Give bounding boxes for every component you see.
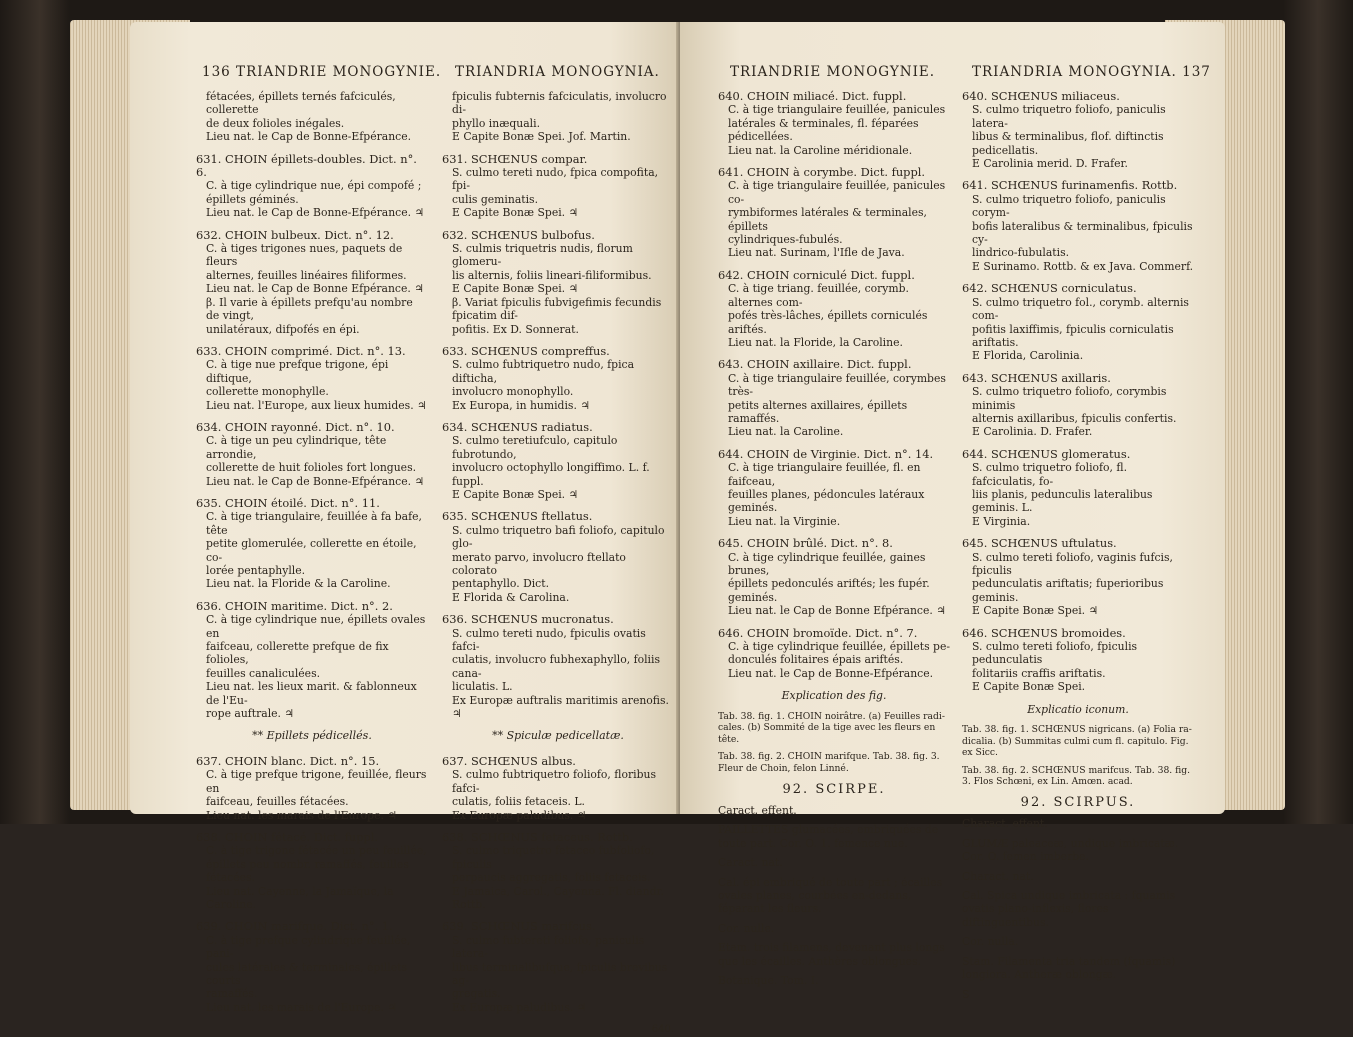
- entry-line: lindrico-fubulatis.: [972, 246, 1070, 260]
- intro-line: de deux folioles inégales.: [206, 116, 345, 130]
- entry-heading: 636. SCHŒNUS mucronatus.: [442, 612, 614, 627]
- intro-line: fétacées, épillets ternés fafciculés, collerette: [206, 90, 396, 117]
- entry-heading: 637. SCHŒNUS albus.: [442, 753, 576, 768]
- entry-line: S. culmo triquetro bafi foliofo, capitulo glo-: [452, 523, 665, 551]
- entry-heading: 639. CHOIN marifque. Dict. n°. 1.: [196, 919, 393, 934]
- entry-line: C. à tige prefque cylindrique feuillée, pani-: [206, 933, 411, 961]
- entry-line: S. culmo triquetro foliofo, corymbis minimis: [972, 385, 1167, 412]
- entry-line: Lieu nat. Surinam, l'Ifle de Java.: [728, 246, 905, 260]
- entry-line: S. culmis triquetris nudis, florum glomeru-: [452, 242, 633, 269]
- lla-b-entry: [442, 920, 674, 1014]
- lla-entry: [442, 510, 674, 604]
- entry-line: C. à tige cylindrique feuillée, gaines brunes,: [728, 550, 926, 577]
- rla-entry: [962, 627, 1194, 694]
- lfr-entry: [196, 229, 428, 336]
- entry-line: C. à tige triangulaire feuillée, corymbes très-: [728, 371, 946, 399]
- entry-line: S. culmo teretiufculo, capitulo fubrotundo,: [452, 434, 618, 461]
- entry-line: S. culmo fubtereti foliofo, paniculis latera-: [452, 933, 645, 961]
- entry-line: culatis, involucro fubhexaphyllo, foliis cana-: [452, 653, 661, 680]
- genus-paragraph: GLUMÆ paleaceæ, undique imbricatæ. Cor. O. femen imberbe.: [962, 836, 1179, 864]
- entry-line: donculés folitaires épais ariftés.: [728, 653, 904, 667]
- left-page: [130, 22, 680, 1036]
- explanation-line: Tab. 38. fig. 2. SCHŒNUS marifcus. Tab. 38. fig. 3. Flos Schœni, ex Lin. Amœn. acad.: [962, 764, 1191, 788]
- explanation-title: Explicatio iconum.: [1027, 702, 1129, 716]
- entry-line: E Carolinia merid. D. Frafer.: [972, 157, 1128, 171]
- entry-heading: 645. SCHŒNUS uftulatus.: [962, 536, 1117, 551]
- lfr-entry: [196, 345, 428, 412]
- entry-line: alternes, feuilles linéaires filiformes.: [206, 268, 407, 282]
- rla-entry: [962, 537, 1194, 617]
- entry-line: S. culmo fubtriquetro foliofo, floribus fafci-: [452, 768, 656, 795]
- entry-heading: 633. SCHŒNUS compreffus.: [442, 343, 610, 358]
- entry-line: Lieu nat. la Caroline.: [728, 425, 844, 439]
- entry-heading: 635. SCHŒNUS ftellatus.: [442, 509, 593, 524]
- rla-entry: [962, 90, 1194, 170]
- rfr-entry: [718, 537, 950, 617]
- entry-line: E Florida, Carolinia.: [972, 349, 1084, 363]
- entry-heading: 638. SCHŒNUS fetaceus. Rottb.: [442, 829, 633, 844]
- entry-line: E Capite Bonæ Spei. ♃: [452, 282, 579, 296]
- entry-line: alternis axillaribus, fpiculis confertis.: [972, 411, 1177, 425]
- entry-line: E Carolinia. D. Frafer.: [972, 425, 1093, 439]
- entry-line: collerette monophylle.: [206, 385, 329, 399]
- entry-line: C. à tige trigone fétacée un peu feuillée,: [206, 844, 427, 858]
- entry-line: Lieu nat. l'Europe, aux lieux humides. ♃: [206, 398, 427, 412]
- entry-heading: 646. CHOIN bromoïde. Dict. n°. 7.: [718, 625, 918, 640]
- entry-line: pofés très-lâches, épillets corniculés ariftés.: [728, 309, 928, 336]
- catchword: 640.: [651, 1024, 674, 1036]
- entry-line: S. culmo triquetro foliofo, fl. fafciculatis, fo-: [972, 461, 1128, 488]
- genus-paragraph: Stam. Filamenta tria tandem (fquamis) longiora. Antheræ oblongæ.: [962, 954, 1176, 982]
- entry-line: Lieu nat. la Caroline méridionale.: [728, 143, 913, 157]
- entry-line: S. culmo tereti foliofo, vaginis fufcis, fpiculis: [972, 550, 1173, 577]
- entry-line: ramaffés.: [206, 987, 258, 1001]
- entry-heading: 641. SCHŒNUS furinamenfis. Rottb.: [962, 178, 1178, 193]
- entry-line: S. culmo triquetro fetaceo fubfoliofo, fpiculis: [452, 844, 655, 871]
- entry-heading: 636. CHOIN maritime. Dict. n°. 2.: [196, 598, 393, 613]
- rla-entry: [962, 448, 1194, 528]
- right-page: [680, 22, 1225, 1001]
- entry-heading: 643. SCHŒNUS axillaris.: [962, 370, 1111, 385]
- rfr-entry: [718, 358, 950, 438]
- lfr-entry: [196, 421, 428, 488]
- entry-line: S. culmo fubtriquetro nudo, fpica difticha,: [452, 358, 635, 385]
- entry-line: C. à tige triangulaire feuillée, panicules: [728, 103, 946, 117]
- genus-paragraph: Charact. nat.: [962, 869, 1034, 883]
- entry-line: petits alternes axillaires, épillets ramaffés.: [728, 398, 908, 425]
- entry-line: Ex Europæ auftralis maritimis arenofis. ♃: [452, 693, 669, 721]
- entry-line: culatis, foliis fetaceis. L.: [452, 795, 585, 809]
- entry-line: libus & terminalibus, flof. diftinctis pedicellatis.: [972, 130, 1164, 157]
- entry-heading: 644. SCHŒNUS glomeratus.: [962, 446, 1131, 461]
- header-left-la: TRIANDRIA MONOGYNIA.: [455, 64, 660, 80]
- lla-entry: [442, 229, 674, 336]
- genus-paragraph: S: [962, 987, 970, 1001]
- column-latin-left: [442, 90, 674, 1037]
- lfr-b-entry: [196, 755, 428, 822]
- explanation-line: Tab. 38. fig. 2. CHOIN marifque. Tab. 38. fig. 3. Fleur de Choin, felon Linné.: [718, 751, 940, 775]
- entry-line: Lieu nat. les marais de l'Europe. ♃: [206, 808, 398, 822]
- lfr-entry: [196, 600, 428, 721]
- entry-line: Lieu nat. le Cap de Bonne-Efpérance. ♃: [206, 206, 425, 220]
- rfr-entry: [718, 166, 950, 260]
- genus-paragraph: PAILLETTES glumacées, embriquées de toute part. Cor. O. 1. femence nue.: [718, 823, 939, 850]
- entry-line: Lieu nat. le Cap de Bonne-Efpérance. ♃: [206, 474, 425, 488]
- entry-line: culis geminatis.: [452, 192, 539, 206]
- entry-heading: 642. CHOIN corniculé Dict. fuppl.: [718, 267, 915, 282]
- lfr-b-entry: [196, 831, 428, 911]
- rla-entry: [962, 179, 1194, 273]
- entry-line: S. culmo triquetro fol., corymb. alternis com-: [972, 295, 1189, 323]
- entry-line: folitariis craffis ariftatis.: [972, 666, 1106, 680]
- entry-line: involucro monophyllo.: [452, 385, 574, 399]
- genus-paragraph: Cal. Spica undique imbricata : fquamis ovatis plano-inflexis, flores diftinguentibus.: [962, 889, 1176, 929]
- lla-entry: [442, 613, 674, 720]
- entry-line: C. à tige triangulaire feuillée, panicules co-: [728, 179, 946, 206]
- column-french-right: [718, 90, 950, 994]
- rla-entry: [962, 282, 1194, 362]
- rfr-entry: [718, 90, 950, 157]
- rfr-entry: [718, 448, 950, 528]
- entry-line: rymbiformes latérales & terminales, épillets: [728, 206, 927, 233]
- entry-heading: 632. SCHŒNUS bulbofus.: [442, 227, 595, 242]
- explanation-line: Tab. 38. fig. 1. CHOIN noirâtre. (a) Feuilles radi-cales. (b) Sommité de la tige avec les fleurs en tête.: [718, 710, 945, 745]
- entry-heading: 643. CHOIN axillaire. Dict. fuppl.: [718, 357, 912, 372]
- genus-paragraph: Caract. nat.: [718, 856, 783, 870]
- entry-line: pofitis. Ex D. Sonnerat.: [452, 322, 579, 336]
- entry-line: Lieu nat. la Floride, la Caroline.: [728, 335, 903, 349]
- entry-line: E Jamaica, Carol., Cayenna. Fl. diandr. Rottb.: [452, 884, 664, 911]
- entry-heading: 639. SCHŒNUS marifcus.: [442, 919, 596, 934]
- explanation-line: Tab. 38. fig. 1. SCHŒNUS nigricans. (a) Folia ra-dicalia. (b) Summitas culmi cum fl. capitulo. Fig. ex Sicc.: [962, 724, 1192, 759]
- entry-line: C. à tige triang. feuillée, corymb. alternes com-: [728, 282, 909, 309]
- genus-paragraph: Cal. épi embriqué de toute part ; écailles ovales planes, courbées en-dedans, féparant les fleurs.: [718, 875, 943, 916]
- rla-entry: [962, 372, 1194, 439]
- entry-line: feuilles planes, pédoncules latéraux geminés.: [728, 487, 925, 515]
- lla-entry: [442, 153, 674, 220]
- entry-line: perpaucis aggregatis, foliis fetaceis.: [452, 871, 651, 885]
- entry-line: C. à tige nue prefque trigone, épi diftique,: [206, 358, 389, 385]
- entry-line: S. culmo tereti foliofo, fpiculis pedunculatis: [972, 640, 1138, 667]
- header-right-fr: TRIANDRIE MONOGYNIE.: [730, 64, 936, 80]
- intro-block: [442, 90, 674, 144]
- genus-paragraph: Botanique. Tom. I.: [718, 974, 819, 988]
- entry-line: S. culmo triquetro foliofo, paniculis latera-: [972, 103, 1166, 130]
- entry-line: C. à tige triangulaire, feuillée à fa bafe, tête: [206, 510, 422, 537]
- entry-line: C. à tige triangulaire feuillée, fl. en faifceau,: [728, 461, 921, 488]
- entry-heading: 638. CHOIN fétacé. Dict. fuppl.: [196, 829, 379, 844]
- genus-title: 92. SCIRPUS.: [1020, 795, 1136, 811]
- genus-paragraph: Cor. nulle.: [718, 921, 775, 935]
- genus-paragraph: Etam. trois filamens, devenant plus longs que les écailles. Anthères oblongues.: [718, 941, 945, 968]
- entry-line: E Surinamo. Rottb. & ex Java. Commerf.: [972, 259, 1194, 273]
- entry-heading: 634. SCHŒNUS radiatus.: [442, 419, 593, 434]
- entry-line: C. à tige prefque trigone, feuillée, fleurs en: [206, 768, 427, 795]
- entry-heading: 635. CHOIN étoilé. Dict. n°. 11.: [196, 495, 380, 510]
- entry-line: Ex Europæ paludibus. ♃: [452, 1000, 587, 1014]
- entry-line: pedunculatis ariftatis; fuperioribus geminis.: [972, 577, 1164, 604]
- lfr-entry: [196, 497, 428, 591]
- entry-line: C. à tige cylindrique nue, épillets ovales en: [206, 613, 426, 640]
- entry-line: rope auftrale. ♃: [206, 707, 295, 721]
- entry-line: Lieu nat. la Virginie.: [728, 514, 841, 528]
- intro-block: [196, 90, 428, 144]
- entry-line: C. à tige un peu cylindrique, tête arrondie,: [206, 434, 387, 461]
- entry-line: pofitis laxiffimis, fpiculis corniculatis ariftatis.: [972, 322, 1174, 349]
- entry-line: S. culmo triquetro foliofo, paniculis corym-: [972, 192, 1166, 220]
- entry-line: faifceau, feuilles fétacées.: [206, 795, 349, 809]
- entry-line: β. Variat fpiculis fubvigefimis fecundis fpicatim dif-: [452, 295, 662, 323]
- entry-heading: 641. CHOIN à corymbe. Dict. fuppl.: [718, 165, 926, 180]
- lla-entry: [442, 345, 674, 412]
- entry-line: merato parvo, involucro ftellato colorato: [452, 550, 626, 577]
- entry-line: feuilles canaliculées.: [206, 666, 321, 680]
- entry-line: Ex Europæ paludibus. ♃: [452, 808, 587, 822]
- rfr-entry: [718, 627, 950, 681]
- entry-line: Lieu nat. le Cap de Bonne-Efpérance.: [728, 666, 934, 680]
- entry-line: involucro octophyllo longiffimo. L. f. fuppl.: [452, 461, 650, 488]
- entry-line: Lieu nat. le Cap de Bonne Efpérance. ♃: [206, 282, 424, 296]
- entry-line: C. à tige cylindrique feuillée, épillets pe-: [728, 640, 951, 654]
- entry-heading: 642. SCHŒNUS corniculatus.: [962, 281, 1137, 296]
- genus-title: 92. SCIRPE.: [782, 781, 886, 797]
- intro-line: Lieu nat. le Cap de Bonne-Efpérance.: [206, 130, 412, 144]
- entry-heading: 634. CHOIN rayonné. Dict. n°. 10.: [196, 419, 395, 434]
- header-right-la: TRIANDRIA MONOGYNIA. 137: [972, 64, 1211, 80]
- entry-line: collerette de huit folioles fort longues.: [206, 461, 417, 475]
- entry-line: E Florida & Carolina.: [452, 590, 570, 604]
- column-french-left: [196, 90, 428, 1023]
- entry-heading: 644. CHOIN de Virginie. Dict. n°. 14.: [718, 446, 934, 461]
- lfr-b-entry: [196, 920, 428, 1014]
- entry-line: Lieu nat. les marais de l'Europe. ♃: [206, 1000, 398, 1014]
- lfr-entry: [196, 153, 428, 220]
- entry-line: S. culmo tereti nudo, fpiculis ovatis fafci-: [452, 626, 646, 654]
- genus-paragraph: Charact. effent.: [962, 817, 1048, 831]
- entry-line: Lieu nat. Cayenne, la Jamaïque, la Caroline.: [206, 884, 394, 911]
- intro-line: E Capite Bonæ Spei. Jof. Martin.: [452, 130, 631, 144]
- genus-paragraph: Caract. effent.: [718, 804, 797, 818]
- entry-line: unilatéraux, difpofés en épi.: [206, 322, 360, 336]
- entry-heading: 632. CHOIN bulbeux. Dict. n°. 12.: [196, 227, 394, 242]
- entry-line: Lieu nat. les lieux marit. & fablonneux de l'Eu-: [206, 680, 417, 707]
- entry-line: épillets géminés.: [206, 192, 299, 206]
- lla-b-entry: [442, 831, 674, 911]
- entry-line: épillets pedonculés ariftés; les fupér. geminés.: [728, 577, 930, 604]
- entry-heading: 646. SCHŒNUS bromoides.: [962, 625, 1126, 640]
- entry-line: libus terminalibufque, fpiculis brevibus ag-: [452, 960, 668, 987]
- entry-heading: 633. CHOIN comprimé. Dict. n°. 13.: [196, 343, 406, 358]
- entry-heading: 640. SCHŒNUS miliaceus.: [962, 89, 1120, 103]
- header-left-fr: 136 TRIANDRIE MONOGYNIE.: [202, 64, 442, 80]
- entry-line: Lieu nat. le Cap de Bonne Efpérance. ♃: [728, 604, 946, 618]
- entry-line: E Capite Bonæ Spei. ♃: [452, 206, 579, 220]
- entry-line: E Capite Bonæ Spei.: [972, 680, 1086, 694]
- entry-line: E Capite Bonæ Spei. ♃: [452, 487, 579, 501]
- entry-line: lis alternis, foliis lineari-filiformibus.: [452, 268, 652, 282]
- entry-line: C. à tiges trigones nues, paquets de fleurs: [206, 242, 403, 269]
- entry-heading: 645. CHOIN brûlé. Dict. n°. 8.: [718, 536, 893, 551]
- entry-line: cylindriques-fubulés.: [728, 233, 843, 247]
- entry-line: épillets peu nombr. ramaffés, feuilles fétacées.: [206, 857, 409, 885]
- entry-line: S. culmo tereti nudo, fpica compofita, fpi-: [452, 166, 659, 193]
- entry-line: cules latérales & terminales, épillets courts: [206, 960, 408, 987]
- genus-paragraph: Cor. nulla.: [962, 935, 1019, 949]
- entry-heading: 631. SCHŒNUS compar.: [442, 151, 588, 166]
- entry-line: lorée pentaphylle.: [206, 564, 306, 577]
- entry-line: E Virginia.: [972, 514, 1031, 528]
- intro-line: phyllo inæquali.: [452, 116, 540, 130]
- entry-heading: 637. CHOIN blanc. Dict. n°. 15.: [196, 753, 380, 768]
- entry-line: Lieu nat. la Floride & la Caroline.: [206, 577, 391, 591]
- entry-line: bofis lateralibus & terminalibus, fpiculis cy-: [972, 219, 1193, 247]
- section-heading: ** Spiculæ pedicellatæ.: [492, 729, 624, 743]
- entry-line: latérales & terminales, fl. féparées pédicellées.: [728, 116, 919, 144]
- entry-line: C. à tige cylindrique nue, épi compofé ;: [206, 179, 422, 193]
- section-heading: ** Epillets pédicellés.: [252, 729, 372, 743]
- entry-heading: 640. CHOIN miliacé. Dict. fuppl.: [718, 89, 907, 103]
- lla-b-entry: [442, 755, 674, 822]
- explanation-title: Explication des fig.: [781, 689, 887, 703]
- entry-line: liis planis, pedunculis lateralibus geminis. L.: [972, 487, 1153, 515]
- entry-line: β. Il varie à épillets prefqu'au nombre de vingt,: [206, 295, 413, 323]
- entry-line: liculatis. L.: [452, 680, 513, 694]
- entry-line: gregatis.: [452, 987, 501, 1001]
- entry-heading: 631. CHOIN épillets-doubles. Dict. n°. 6.: [196, 151, 417, 180]
- entry-line: Ex Europa, in humidis. ♃: [452, 398, 590, 412]
- entry-line: pentaphyllo. Dict.: [452, 577, 550, 591]
- column-latin-right: [962, 90, 1194, 1007]
- lla-entry: [442, 421, 674, 501]
- entry-line: petite glomerulée, collerette en étoile, co-: [206, 537, 417, 564]
- entry-line: E Capite Bonæ Spei. ♃: [972, 604, 1099, 618]
- rfr-entry: [718, 269, 950, 349]
- intro-line: fpiculis fubternis fafciculatis, involucro di-: [452, 90, 667, 117]
- entry-line: faifceau, collerette prefque de fix folioles,: [206, 640, 389, 667]
